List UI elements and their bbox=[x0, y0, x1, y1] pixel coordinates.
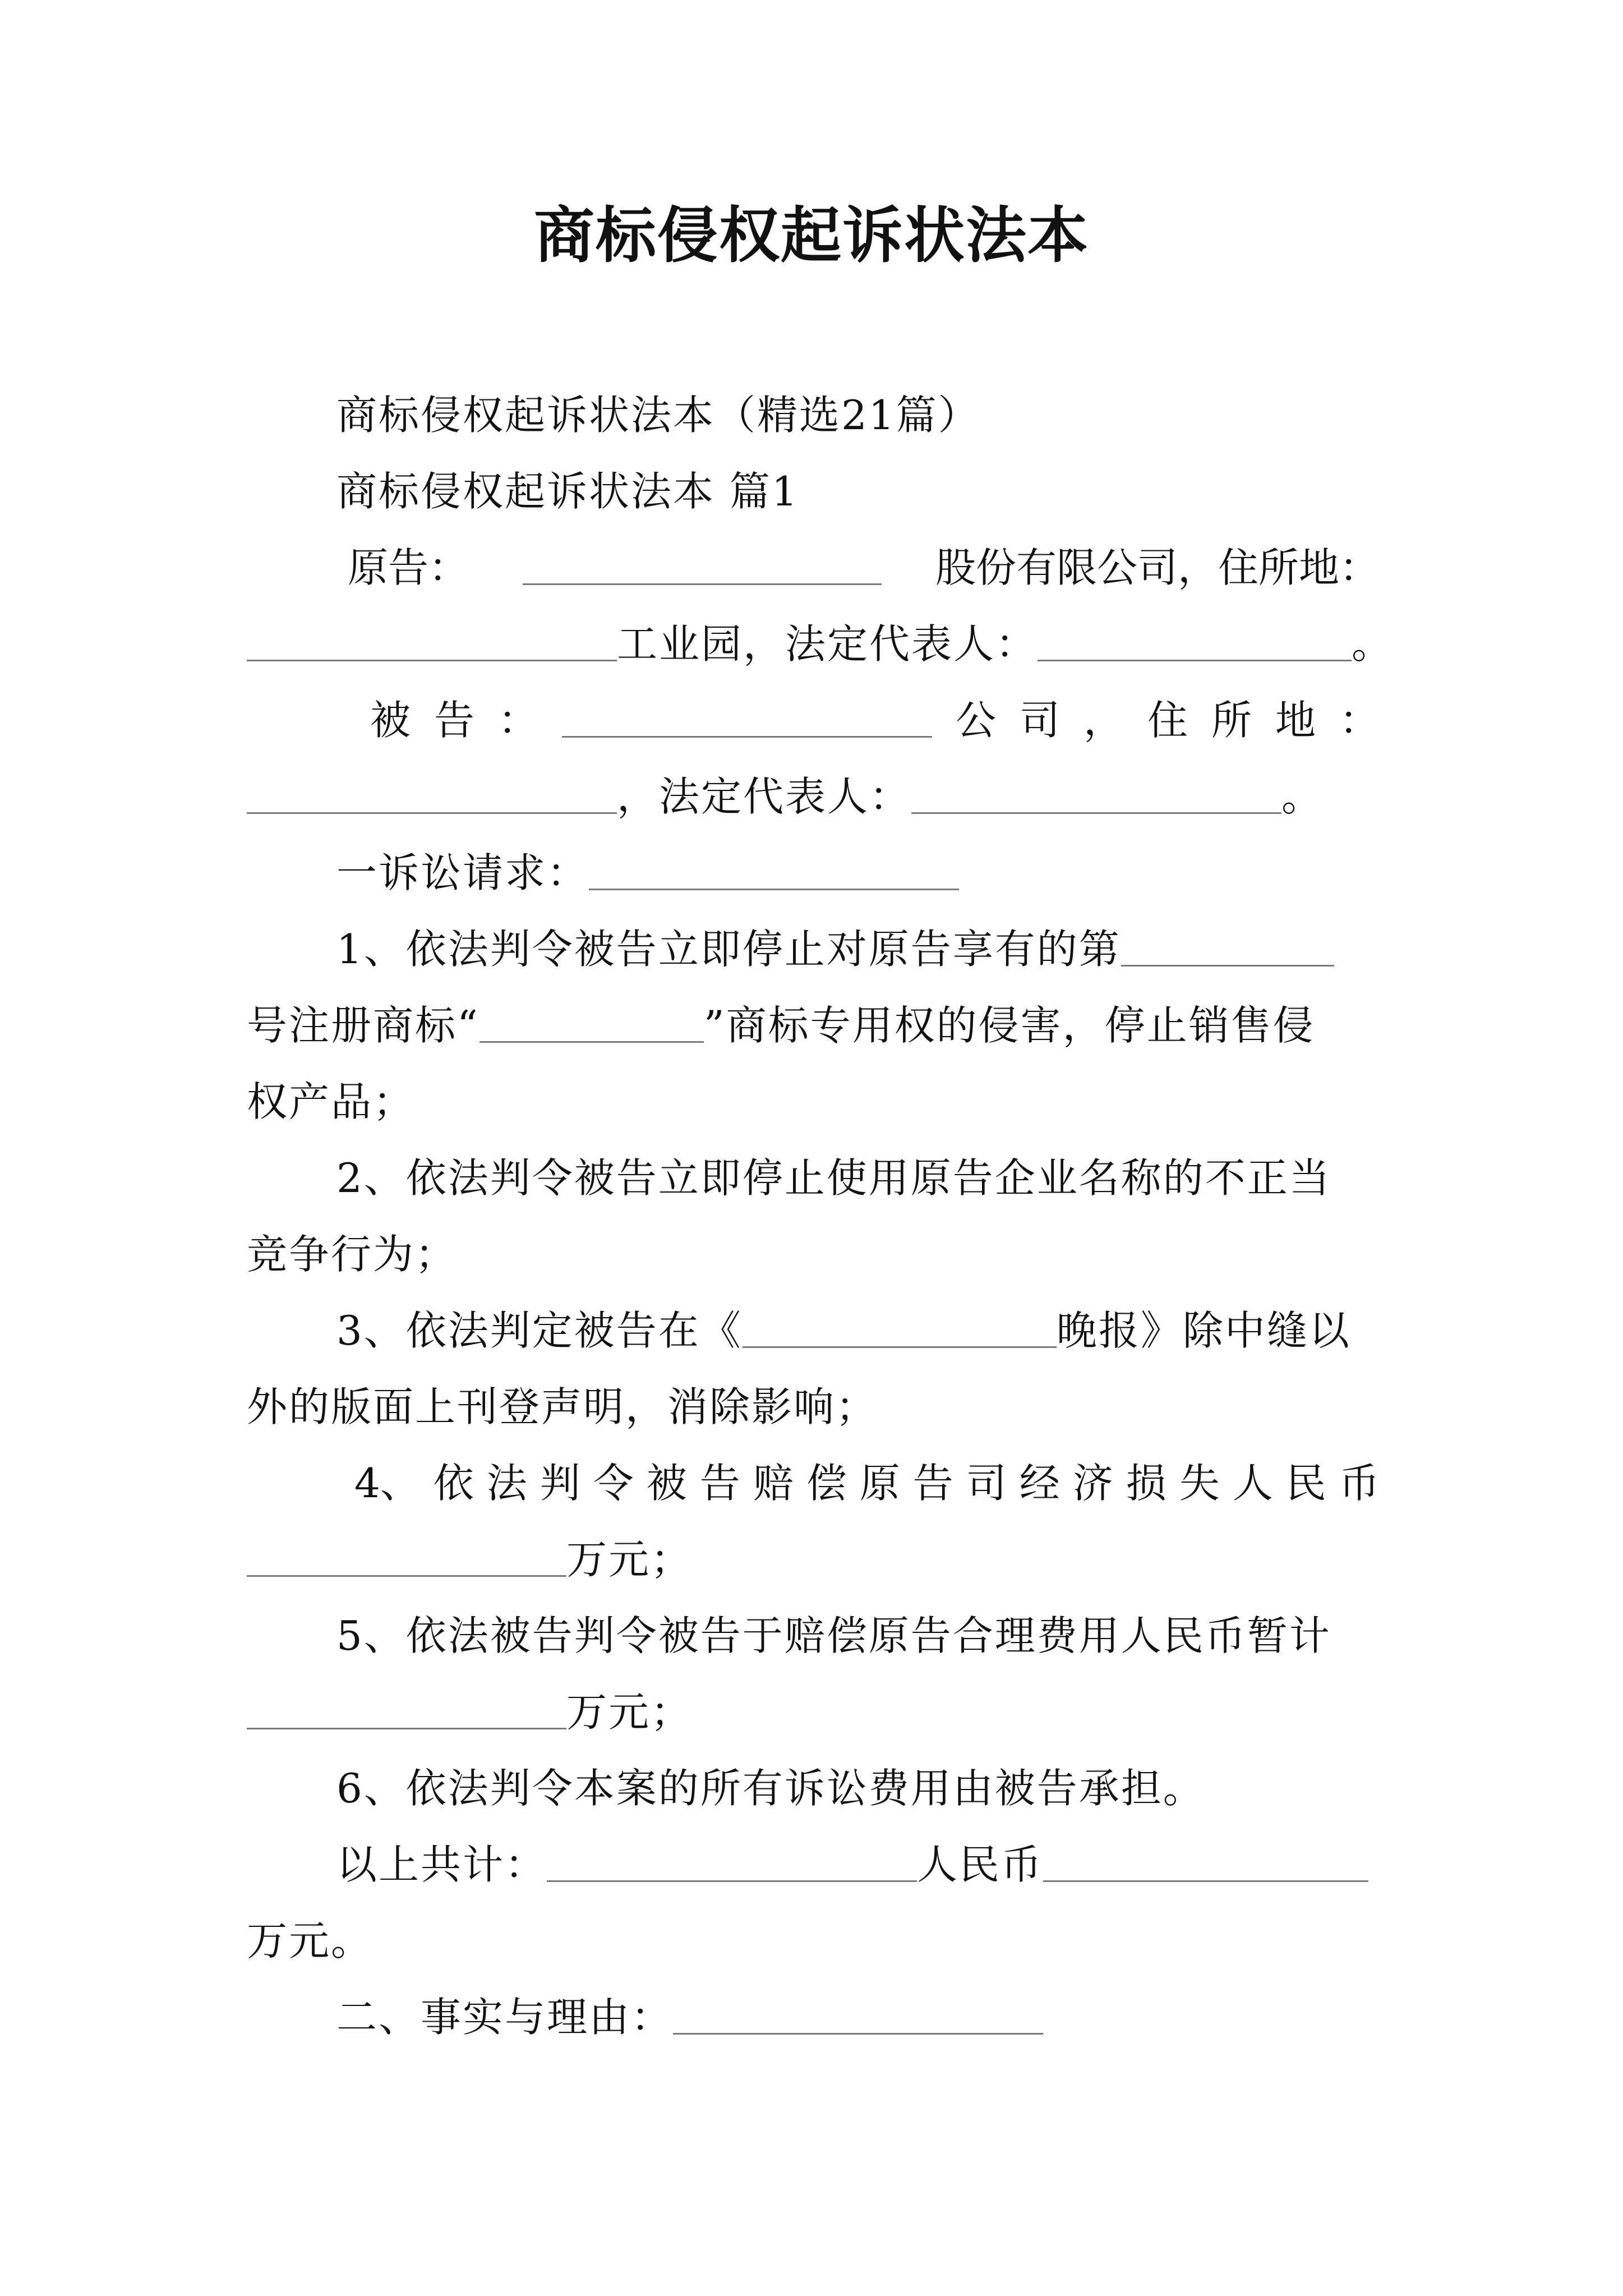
claims-heading-line bbox=[336, 845, 1380, 901]
claims-blank bbox=[589, 854, 959, 890]
claim-4-char: 4、 bbox=[354, 1460, 421, 1507]
claim-4-char: 司 bbox=[966, 1460, 1007, 1507]
claim-1-line-3: 权产品； bbox=[247, 1078, 416, 1125]
trademark-number-blank bbox=[1121, 930, 1334, 967]
facts-heading: 二、事实与理由： bbox=[336, 1994, 674, 2041]
claim-4-char: 令 bbox=[593, 1460, 634, 1507]
claim-1-text: 1、依法判令被告立即停止对原告享有的第 bbox=[336, 926, 1121, 973]
defendant-label-char-2: 告 bbox=[434, 697, 475, 744]
plaintiff-address-line bbox=[247, 616, 1394, 672]
claim-4-char: 赔 bbox=[753, 1460, 794, 1507]
defendant-address-blank bbox=[247, 777, 617, 814]
defendant-line bbox=[370, 692, 1380, 748]
plaintiff-rep-label: 工业园，法定代表人： bbox=[617, 620, 1038, 668]
defendant-rep-label: ，法定代表人： bbox=[617, 773, 912, 820]
total-label: 以上共计： bbox=[336, 1841, 547, 1888]
claim-4-char: 币 bbox=[1339, 1460, 1380, 1507]
claim-4-char: 法 bbox=[486, 1460, 527, 1507]
claim-3-line-1 bbox=[336, 1303, 1380, 1359]
defendant-address-char-3: 地 bbox=[1275, 697, 1316, 744]
claim-1-line-2 bbox=[247, 997, 1380, 1053]
subtitle-line: 商标侵权起诉状法本（精选21篇） bbox=[336, 392, 980, 439]
claim-3-line-2: 外的版面上刊登声明，消除影响； bbox=[247, 1383, 878, 1430]
facts-blank bbox=[673, 1998, 1043, 2035]
defendant-label-colon: ： bbox=[498, 697, 539, 744]
claim-4-char: 告 bbox=[699, 1460, 740, 1507]
plaintiff-address-label: 股份有限公司，住所地： bbox=[935, 544, 1380, 591]
claim-1-line-1 bbox=[336, 921, 1380, 977]
total-currency-label: 人民币 bbox=[917, 1841, 1044, 1888]
claim-5-line-2 bbox=[247, 1684, 1380, 1740]
claim-4-char: 告 bbox=[912, 1460, 953, 1507]
facts-heading-line bbox=[336, 1989, 1380, 2045]
defendant-label-char-1: 被 bbox=[370, 697, 411, 744]
defendant-address-line bbox=[247, 769, 1380, 825]
claim-4-char: 原 bbox=[859, 1460, 900, 1507]
claim-4-char: 济 bbox=[1072, 1460, 1113, 1507]
claim-3-text: 3、依法判定被告在《 bbox=[336, 1307, 743, 1354]
claim-4-char: 民 bbox=[1285, 1460, 1326, 1507]
total-line-2: 万元。 bbox=[247, 1917, 374, 1964]
claim-4-unit: 万元； bbox=[566, 1536, 693, 1583]
total-rmb-blank bbox=[1043, 1846, 1368, 1882]
claim-4-line-2 bbox=[247, 1531, 1380, 1588]
plaintiff-name-blank bbox=[523, 549, 882, 585]
claim-1-text-2: 号注册商标“ bbox=[247, 1002, 479, 1049]
claim-2-line-1: 2、依法判令被告立即停止使用原告企业名称的不正当 bbox=[336, 1154, 1331, 1202]
claim-5-unit: 万元； bbox=[566, 1688, 693, 1736]
section-heading: 商标侵权起诉状法本 篇1 bbox=[336, 468, 799, 515]
defendant-rep-blank bbox=[911, 777, 1281, 814]
claim-4-line-1 bbox=[354, 1455, 1380, 1511]
claim-2-line-2: 竞争行为； bbox=[247, 1231, 458, 1278]
defendant-address-colon: ： bbox=[1339, 697, 1380, 744]
defendant-company-char-2: 司 bbox=[1019, 697, 1060, 744]
defendant-line-end: 。 bbox=[1281, 773, 1324, 820]
loss-amount-blank bbox=[247, 1540, 566, 1577]
claim-4-char: 判 bbox=[540, 1460, 580, 1507]
claim-4-char: 经 bbox=[1019, 1460, 1060, 1507]
total-line-1 bbox=[336, 1837, 1380, 1893]
defendant-company-char-1: 公 bbox=[955, 697, 996, 744]
defendant-address-char-1: 住 bbox=[1147, 697, 1188, 744]
claim-4-char: 偿 bbox=[806, 1460, 847, 1507]
claim-4-char: 损 bbox=[1126, 1460, 1166, 1507]
claim-4-char: 依 bbox=[433, 1460, 474, 1507]
claim-1-text-3: ”商标专用权的侵害，停止销售侵 bbox=[703, 1002, 1315, 1049]
plaintiff-rep-blank bbox=[1038, 625, 1352, 661]
plaintiff-label: 原告： bbox=[348, 544, 469, 591]
newspaper-blank bbox=[743, 1312, 1057, 1348]
defendant-address-char-2: 所 bbox=[1211, 697, 1252, 744]
plaintiff-line bbox=[348, 540, 1380, 596]
plaintiff-line-end: 。 bbox=[1352, 620, 1394, 668]
total-blank bbox=[547, 1846, 917, 1882]
claim-6-line: 6、依法判令本案的所有诉讼费用由被告承担。 bbox=[336, 1765, 1205, 1812]
claim-4-char: 被 bbox=[646, 1460, 687, 1507]
claim-3-text-2: 晚报》除中缝以 bbox=[1056, 1307, 1351, 1354]
defendant-name-blank bbox=[562, 701, 932, 738]
claim-4-char: 失 bbox=[1179, 1460, 1220, 1507]
claims-heading: 一诉讼请求： bbox=[336, 849, 589, 896]
claim-4-char: 人 bbox=[1232, 1460, 1273, 1507]
fee-amount-blank bbox=[247, 1693, 566, 1729]
plaintiff-address-blank bbox=[247, 625, 617, 661]
trademark-name-blank bbox=[479, 1006, 704, 1043]
claim-5-line-1: 5、依法被告判令被告于赔偿原告合理费用人民币暂计 bbox=[336, 1612, 1331, 1659]
defendant-comma: ， bbox=[1083, 697, 1124, 744]
document-title: 商标侵权起诉状法本 bbox=[533, 200, 1089, 271]
